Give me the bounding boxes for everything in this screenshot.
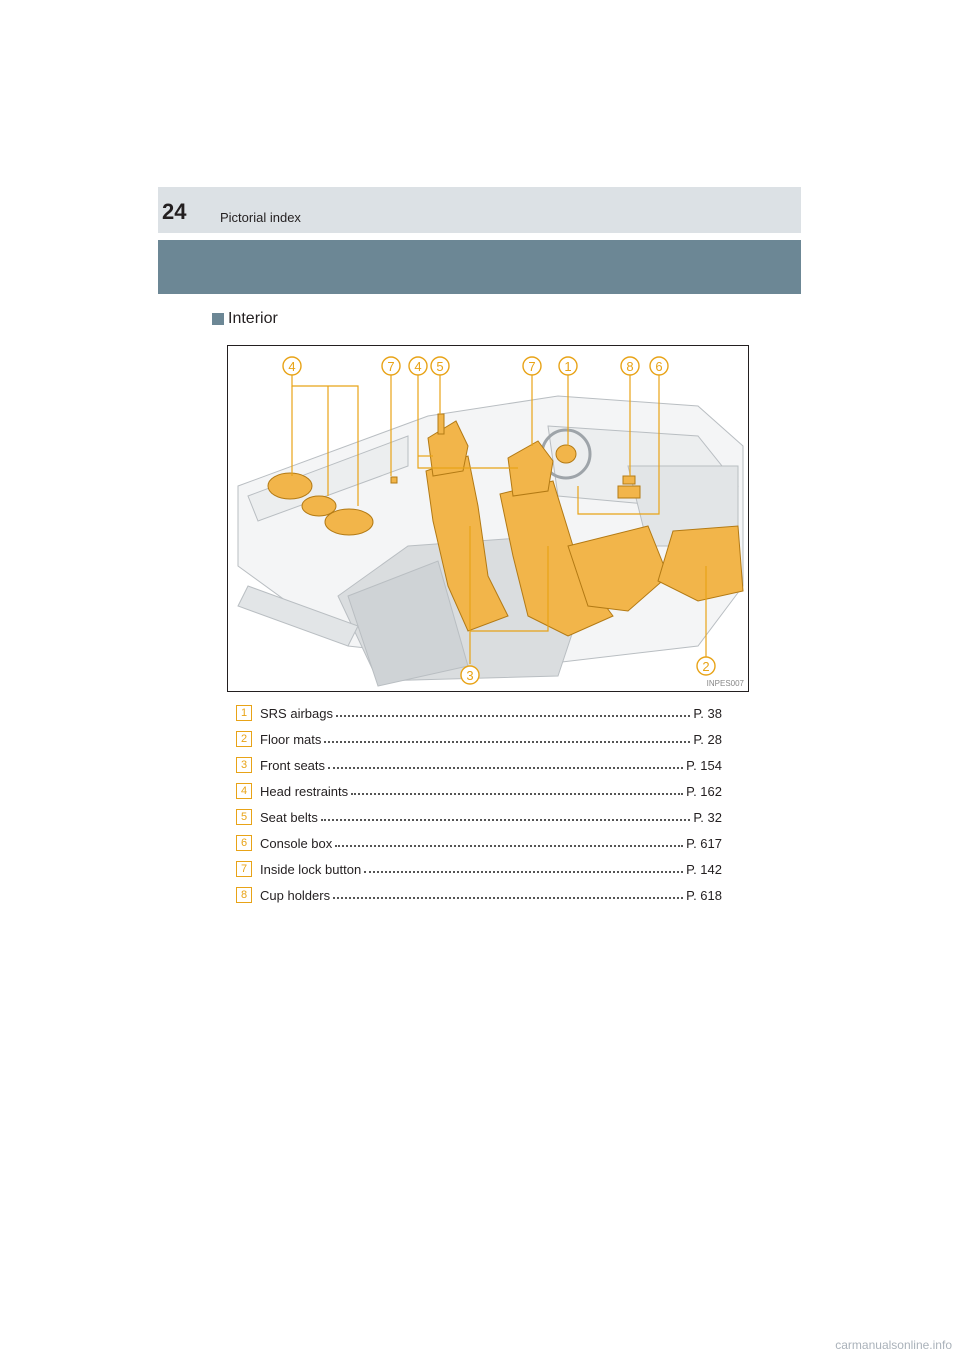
legend-item <box>236 752 722 778</box>
dot-leader <box>364 871 683 873</box>
console-box <box>618 486 640 498</box>
callout-label: 4 <box>288 359 296 374</box>
page-reference[interactable]: P. 154 <box>686 757 722 773</box>
page-reference[interactable]: P. 38 <box>693 705 722 721</box>
legend-item <box>236 778 722 804</box>
cup-holder <box>623 476 635 484</box>
legend-label: Front seats <box>260 757 326 773</box>
section-band <box>158 240 801 294</box>
legend-number: 4 <box>236 783 252 799</box>
dot-leader <box>333 897 683 899</box>
legend-item <box>236 804 722 830</box>
page-reference[interactable]: P. 162 <box>686 783 722 799</box>
page-reference[interactable]: P. 32 <box>693 809 722 825</box>
callout-label: 2 <box>702 659 710 674</box>
callout-label: 5 <box>436 359 444 374</box>
dot-leader <box>321 819 690 821</box>
page-reference[interactable]: P. 142 <box>686 861 722 877</box>
srs-airbag <box>556 445 576 463</box>
page-reference[interactable]: P. 617 <box>686 835 722 851</box>
dot-leader <box>324 741 690 743</box>
page-reference[interactable]: P. 28 <box>693 731 722 747</box>
subsection-heading <box>212 310 278 328</box>
page-reference[interactable]: P. 618 <box>686 887 722 903</box>
legend-number: 5 <box>236 809 252 825</box>
legend-label: Seat belts <box>260 809 318 825</box>
callout-label: 7 <box>387 359 395 374</box>
legend-number: 8 <box>236 887 252 903</box>
legend-label: Floor mats <box>260 731 322 747</box>
callout-label: 1 <box>564 359 572 374</box>
legend-item <box>236 856 722 882</box>
inside-lock-button <box>391 477 397 483</box>
watermark: carmanualsonline.info <box>835 1338 952 1352</box>
legend-number: 3 <box>236 757 252 773</box>
interior-illustration <box>227 345 749 692</box>
page-number: 24 <box>162 199 187 224</box>
legend-item <box>236 700 722 726</box>
seat-belt <box>438 414 444 434</box>
legend-number: 1 <box>236 705 252 721</box>
legend-number: 7 <box>236 861 252 877</box>
rear-head-restraint-left <box>268 473 312 499</box>
legend-item <box>236 882 722 908</box>
legend-label: Console box <box>260 835 333 851</box>
legend-number: 2 <box>236 731 252 747</box>
legend-label: Cup holders <box>260 887 331 903</box>
heading-square-icon <box>212 313 224 325</box>
rear-head-restraint-right <box>325 509 373 535</box>
legend-item <box>236 726 722 752</box>
dot-leader <box>351 793 683 795</box>
legend-number: 6 <box>236 835 252 851</box>
callout-label: 4 <box>414 359 422 374</box>
legend-item <box>236 830 722 856</box>
callout-label: 7 <box>528 359 536 374</box>
legend-label: Head restraints <box>260 783 349 799</box>
callout-label: 6 <box>655 359 663 374</box>
section-title: Pictorial index <box>220 210 301 225</box>
callout-label: 8 <box>626 359 634 374</box>
legend-label: Inside lock button <box>260 861 362 877</box>
legend-label: SRS airbags <box>260 705 333 721</box>
dot-leader <box>328 767 683 769</box>
dot-leader <box>335 845 683 847</box>
dot-leader <box>336 715 690 717</box>
interior-svg <box>228 346 747 690</box>
heading-text: Interior <box>228 310 278 327</box>
callout-label: 3 <box>466 668 474 683</box>
legend-list <box>236 700 722 908</box>
figure-code: INPES007 <box>706 679 744 688</box>
